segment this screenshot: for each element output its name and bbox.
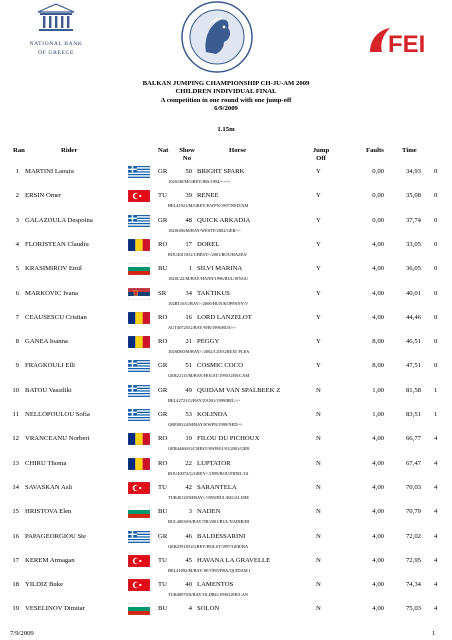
jump-off-cell: N xyxy=(316,508,321,516)
horse-info-cell: 102SD60/M/BAY/-/2002/CZE/GREAT PLEA xyxy=(168,349,250,355)
col-nat: Nat xyxy=(158,147,169,154)
horse-info-cell: 102SG86/M/BAY/WESTF/2002/GER/-/- xyxy=(168,227,241,233)
jump-off-cell: Y xyxy=(316,313,321,321)
flag-greece-icon xyxy=(128,166,150,178)
nat-cell: RO xyxy=(158,240,168,248)
horse-cell: LAMENTOS xyxy=(197,581,234,589)
horse-cell: COSMIC COCO xyxy=(197,362,243,370)
rider-cell: VESELINOV Dimitar xyxy=(25,605,85,613)
faults-cell: 4,00 xyxy=(372,459,384,467)
show-no-cell: 16 xyxy=(185,313,192,321)
nat-cell: RO xyxy=(158,313,168,321)
horse-cell: QUIDAM VAN SPALBEEK Z xyxy=(197,386,281,394)
time-cell: 44,46 xyxy=(405,313,421,321)
show-no-cell: 3 xyxy=(188,508,192,516)
rank-cell: 7 xyxy=(15,313,19,321)
rank-cell: 19 xyxy=(12,605,19,613)
horse-info-cell: 102SJ40/M/GREY/IRS/1994/---/-/- xyxy=(168,179,231,184)
show-no-cell: 21 xyxy=(185,338,192,346)
footer-page: 1 xyxy=(432,630,436,637)
faults-cell: 4,00 xyxy=(372,483,384,491)
jump-off-cell: Y xyxy=(316,289,321,297)
horse-cell: SILVI MARINA xyxy=(197,265,243,273)
rider-cell: HRISTOVA Elen xyxy=(25,508,72,516)
flag-turkey-icon xyxy=(128,482,150,494)
rider-cell: GALAZOULA Despoina xyxy=(25,216,93,224)
rank-cell: 2 xyxy=(15,192,19,200)
extra-cell: 1 xyxy=(434,386,438,394)
rank-cell: 11 xyxy=(12,411,19,418)
faults-cell: 1,00 xyxy=(372,386,384,394)
faults-cell: 4,00 xyxy=(372,508,384,516)
rider-cell: SAVASKAN Asli xyxy=(25,483,73,491)
horse-info-cell: BEL42721/G/BAY/ZANG/1999/BEL/-/- xyxy=(168,397,241,403)
nat-cell: GR xyxy=(158,386,168,394)
jump-off-cell: N xyxy=(316,556,321,564)
extra-cell: 0 xyxy=(434,168,438,175)
horse-info-cell: GER21115/M/BAY/HOLST/1995/GER/CAM xyxy=(168,373,250,379)
extra-cell: 4 xyxy=(434,459,438,467)
horse-info-cell: ROU40072/G/GREY/-/1999/ROU/FIDEL/GI xyxy=(168,470,249,476)
time-cell: 67,47 xyxy=(405,459,421,467)
competition-titles xyxy=(70,80,382,114)
bank-logo xyxy=(10,2,102,57)
flag-greece-icon xyxy=(128,215,150,227)
federation-seal-icon xyxy=(180,0,254,74)
faults-cell: 8,00 xyxy=(372,362,384,370)
horse-cell: SARANTELA xyxy=(197,483,237,491)
jump-off-cell: Y xyxy=(316,168,321,175)
horse-info-cell: BEL41692/M/BAY/SF/1995/FRA/QUIDAM I xyxy=(168,567,251,573)
faults-cell: 0,00 xyxy=(372,216,384,224)
flag-romania-icon xyxy=(128,458,150,470)
show-no-cell: 53 xyxy=(185,411,192,418)
flag-romania-icon xyxy=(128,312,150,324)
time-cell: 35,08 xyxy=(405,192,421,200)
rank-cell: 14 xyxy=(12,483,19,491)
time-cell: 81,58 xyxy=(405,386,421,394)
flag-greece-icon xyxy=(128,360,150,372)
time-cell: 46,51 xyxy=(405,338,421,346)
nat-cell: GR xyxy=(158,532,168,540)
nat-cell: BU xyxy=(158,508,168,516)
flag-serbia-icon xyxy=(128,288,150,300)
flag-bulgaria-icon xyxy=(128,506,150,518)
extra-cell: 0 xyxy=(434,289,438,297)
nat-cell: GR xyxy=(158,168,168,175)
fei-logo-icon xyxy=(360,22,446,62)
nat-cell: TU xyxy=(158,556,167,564)
faults-cell: 4,00 xyxy=(372,435,384,443)
show-no-cell: 1 xyxy=(188,265,192,273)
show-no-cell: 4 xyxy=(188,605,192,613)
show-no-cell: 51 xyxy=(185,362,192,370)
rank-cell: 12 xyxy=(12,435,19,443)
horse-info-cell: GER44460/G/CHEST/SWB/01/01/2001/GER xyxy=(168,446,250,452)
jump-off-cell: Y xyxy=(316,362,321,370)
horse-info-cell: 102SC22/M/BAY/HANN/1996/BUL/SINGU xyxy=(168,276,249,282)
nat-cell: RO xyxy=(158,459,168,467)
extra-cell: 4 xyxy=(434,483,438,491)
horse-cell: NADEN xyxy=(197,508,221,516)
bank-name-line1: NATIONAL BANK xyxy=(29,41,83,47)
extra-cell: 0 xyxy=(434,192,438,200)
faults-cell: 4,00 xyxy=(372,605,384,613)
time-cell: 66,77 xyxy=(405,435,421,443)
horse-cell: FILOU DU PICHOUX xyxy=(197,435,260,443)
rank-cell: 6 xyxy=(15,289,19,297)
footer-date: 7/9/2009 xyxy=(10,630,34,637)
extra-cell: 4 xyxy=(434,435,438,443)
flag-romania-icon xyxy=(128,336,150,348)
rank-cell: 3 xyxy=(15,216,19,224)
flag-romania-icon xyxy=(128,239,150,251)
jump-off-cell: Y xyxy=(316,216,321,224)
jump-off-cell: N xyxy=(316,386,321,394)
time-cell: 72,02 xyxy=(405,532,421,540)
flag-greece-icon xyxy=(128,409,150,421)
col-jump-off: Jump Off xyxy=(312,147,330,163)
extra-cell: 0 xyxy=(434,240,438,248)
rank-cell: 4 xyxy=(15,240,19,248)
time-cell: 75,03 xyxy=(405,605,421,613)
nat-cell: GR xyxy=(158,411,168,418)
extra-cell: 0 xyxy=(434,362,438,370)
jump-off-cell: N xyxy=(316,532,321,540)
nat-cell: TU xyxy=(158,192,167,200)
time-cell: 34,93 xyxy=(405,168,421,175)
flag-bulgaria-icon xyxy=(128,263,150,275)
nat-cell: SR xyxy=(158,289,167,297)
show-no-cell: 17 xyxy=(185,240,192,248)
extra-cell: 0 xyxy=(434,313,438,321)
bank-building-icon xyxy=(34,2,78,34)
extra-cell: 0 xyxy=(434,338,438,346)
show-no-cell: 42 xyxy=(185,483,192,491)
faults-cell: 0,00 xyxy=(372,192,384,200)
rank-cell: 18 xyxy=(12,581,19,589)
faults-cell: 0,00 xyxy=(372,168,384,175)
bank-name-line2: OF GREECE xyxy=(38,50,74,56)
rank-cell: 15 xyxy=(12,508,19,516)
time-cell: 37,74 xyxy=(405,216,421,224)
time-cell: 33,05 xyxy=(405,240,421,248)
nat-cell: TU xyxy=(158,483,167,491)
extra-cell: 4 xyxy=(434,532,438,540)
horse-info-cell: 102RT16/G/BAY/-/2000/HUN/KOPPANY/V xyxy=(168,300,249,306)
title-line-3: A competition in one round with one jump-off xyxy=(160,96,292,104)
extra-cell: 4 xyxy=(434,605,438,613)
col-time: Time xyxy=(402,147,417,154)
rank-cell: 13 xyxy=(12,459,19,467)
show-no-cell: 45 xyxy=(185,556,192,564)
horse-info-cell: AUT40725/G/BAY/WB/1996/RUS/-/- xyxy=(168,324,236,330)
time-cell: 72,95 xyxy=(405,556,421,564)
nat-cell: RO xyxy=(158,435,168,443)
horse-info-cell: GER25918/G/GREY/HOLST/1997/GER/BA xyxy=(168,543,249,549)
faults-cell: 1,00 xyxy=(372,411,384,418)
horse-cell: BALDESSARINI xyxy=(197,532,246,540)
rider-cell: YILDIZ Buke xyxy=(25,581,64,589)
faults-cell: 4,00 xyxy=(372,289,384,297)
time-cell: 83,51 xyxy=(405,411,421,418)
col-horse: Horse xyxy=(229,147,247,154)
faults-cell: 4,00 xyxy=(372,313,384,321)
extra-cell: 0 xyxy=(434,265,438,273)
rank-cell: 5 xyxy=(15,265,19,273)
rank-cell: 16 xyxy=(12,532,19,540)
col-show-no: Show No xyxy=(179,147,195,163)
show-no-cell: 50 xyxy=(185,168,192,175)
col-rider: Rider xyxy=(61,147,78,154)
nat-cell: GR xyxy=(158,362,168,370)
horse-cell: PEGGY xyxy=(197,338,220,346)
horse-cell: DOREL xyxy=(197,240,220,248)
horse-info-cell: TUR40120/M/BAY/-/1999/BUL/KIGALI/HE xyxy=(168,494,250,500)
jump-off-cell: N xyxy=(316,435,321,443)
time-cell: 47,51 xyxy=(405,362,421,370)
show-no-cell: 34 xyxy=(185,289,192,297)
rider-cell: GANEA Ioanna xyxy=(25,338,68,346)
time-cell: 70,79 xyxy=(405,508,421,516)
horse-cell: LORD LANZELOT xyxy=(197,313,252,321)
title-line-1: BALKAN JUMPING CHAMPIONSHIP CH-JU-AM 2009 xyxy=(142,80,310,87)
horse-info-cell: ROU40110/G/CHEST/-/2001/ROU/RAZES/ xyxy=(168,251,248,257)
horse-cell: SOLON xyxy=(197,605,220,613)
jump-off-cell: N xyxy=(316,459,321,467)
time-cell: 70,03 xyxy=(405,483,421,491)
jump-off-cell: Y xyxy=(316,338,321,346)
flag-bulgaria-icon xyxy=(128,603,150,615)
show-no-cell: 46 xyxy=(185,532,192,540)
faults-cell: 4,00 xyxy=(372,581,384,589)
nat-cell: RO xyxy=(158,338,168,346)
rider-cell: VRANCEANU Norbert xyxy=(25,435,90,443)
flag-greece-icon xyxy=(128,531,150,543)
nat-cell: BU xyxy=(158,265,168,273)
fei-logo-text: FEI xyxy=(388,31,426,58)
rank-cell: 8 xyxy=(15,338,19,346)
show-no-cell: 19 xyxy=(185,435,192,443)
rider-cell: CHIRU Thoma xyxy=(25,459,67,467)
jump-off-cell: N xyxy=(316,411,321,418)
extra-cell: 4 xyxy=(434,581,438,589)
jump-off-cell: N xyxy=(316,483,321,491)
faults-cell: 4,00 xyxy=(372,265,384,273)
extra-cell: 4 xyxy=(434,556,438,564)
rider-cell: NELLOPOULOU Sofia xyxy=(25,411,90,418)
faults-cell: 8,00 xyxy=(372,338,384,346)
rider-cell: MARKOVIC Ivana xyxy=(25,289,78,297)
nat-cell: GR xyxy=(158,216,168,224)
horse-cell: KOLINDA xyxy=(197,411,228,418)
rank-cell: 17 xyxy=(12,556,19,564)
flag-turkey-icon xyxy=(128,555,150,567)
rider-cell: BATOU Vassiliki xyxy=(25,386,72,394)
rank-cell: 9 xyxy=(15,362,19,370)
title-line-4: 6/9/2009 xyxy=(214,105,238,113)
flag-turkey-icon xyxy=(128,190,150,202)
show-no-cell: 40 xyxy=(185,581,192,589)
col-faults: Faults xyxy=(366,147,384,154)
horse-info-cell: BUL40030/S/BAY/TB/2001/BUL/NADIR/DI xyxy=(168,519,250,525)
nat-cell: TU xyxy=(158,581,167,589)
jump-off-cell: Y xyxy=(316,192,321,200)
time-cell: 74,34 xyxy=(405,581,421,589)
horse-cell: BRIGHT SPARK xyxy=(197,168,245,175)
faults-cell: 4,00 xyxy=(372,532,384,540)
nat-cell: BU xyxy=(158,605,168,613)
horse-cell: RENEE xyxy=(197,192,219,200)
show-no-cell: 22 xyxy=(185,459,192,467)
horse-info-cell: GRE00324/M/BAY/KWPN/1999/NED/-/- xyxy=(168,422,243,427)
faults-cell: 4,00 xyxy=(372,240,384,248)
rider-cell: FRAGKOULI Elli xyxy=(25,362,75,370)
jump-off-cell: Y xyxy=(316,240,321,248)
horse-info-cell: TUR40070/S/BAY/OLDBG/1996/GER/LAN xyxy=(168,592,249,598)
jump-off-cell: N xyxy=(316,581,321,589)
fence-height: 1.15m xyxy=(217,126,235,133)
rider-cell: FLORISTEAN Claudiu xyxy=(25,240,89,248)
jump-off-cell: N xyxy=(316,605,321,613)
horse-cell: QUICK ARKADIA xyxy=(197,216,251,224)
rider-cell: KRASIMIROV Emil xyxy=(25,265,82,273)
show-no-cell: 49 xyxy=(185,386,192,394)
rider-cell: ERSIN Omer xyxy=(25,192,62,200)
time-cell: 40,01 xyxy=(405,289,421,297)
jump-off-cell: Y xyxy=(316,265,321,273)
flag-romania-icon xyxy=(128,433,150,445)
title-line-2: CHILDREN INDIVIDUAL FINAL xyxy=(175,88,277,96)
flag-greece-icon xyxy=(128,385,150,397)
horse-info-cell: BEL41921/M/GREY/KWPN/1997/NED/AM xyxy=(168,203,249,209)
rider-cell: PAPAGEORGIOU Ste xyxy=(25,532,87,540)
rider-cell: MARTINI Laoura xyxy=(25,168,74,175)
show-no-cell: 48 xyxy=(185,216,192,224)
extra-cell: 1 xyxy=(434,411,438,418)
time-cell: 36,05 xyxy=(405,265,421,273)
extra-cell: 4 xyxy=(434,508,438,516)
rider-cell: KEREM Armagan xyxy=(25,556,75,564)
extra-cell: 0 xyxy=(434,216,438,224)
page-header xyxy=(0,0,452,78)
flag-turkey-icon xyxy=(128,579,150,591)
rank-cell: 10 xyxy=(12,386,19,394)
rank-cell: 1 xyxy=(15,168,19,175)
col-rank: Ran xyxy=(13,147,25,154)
table-row xyxy=(0,605,452,633)
horse-cell: HAVANA LA GRAVELLE xyxy=(197,556,271,564)
horse-cell: LUPTATOR xyxy=(197,459,231,467)
horse-cell: TAKTIKUS xyxy=(197,289,230,297)
show-no-cell: 39 xyxy=(185,192,192,200)
faults-cell: 4,00 xyxy=(372,556,384,564)
rider-cell: CEAUSESCU Cristian xyxy=(25,313,87,321)
